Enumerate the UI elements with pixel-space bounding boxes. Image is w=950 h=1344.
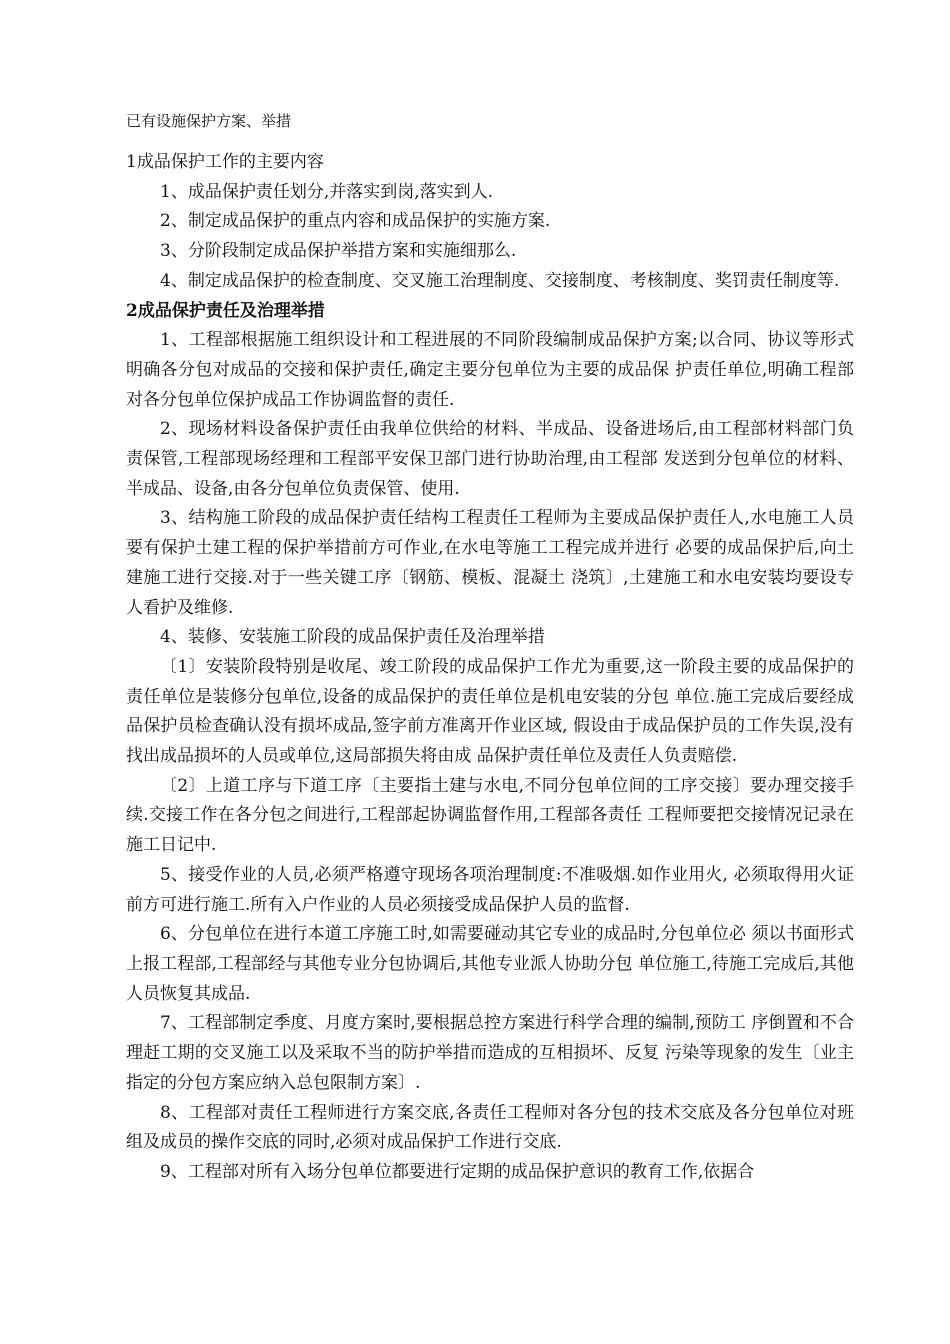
section-2-paragraph-8: 6、分包单位在进行本道工序施工时,如需要碰动其它专业的成品时,分包单位必 须以书面形式上报工程部,工程部经与其他专业分包协调后,其他专业派人协助分包 单位施工,待施工完成后,其他人员恢复其成品.: [126, 924, 854, 1004]
section-1-paragraph-3: 3、分阶段制定成品保护举措方案和实施细那么.: [160, 241, 517, 262]
section-2-paragraph-1: 1、工程部根据施工组织设计和工程进展的不同阶段编制成品保护方案;以合同、协议等形式明确各分包对成品的交接和保护责任,确定主要分包单位为主要的成品保 护责任单位,明确工程部对各分包单位保护成品工作协调监督的责任.: [126, 330, 854, 410]
section-2-paragraph-2: 2、现场材料设备保护责任由我单位供给的材料、半成品、设备进场后,由工程部材料部门负责保管,工程部现场经理和工程部平安保卫部门进行协助治理,由工程部 发送到分包单位的材料、半成品、设备,由各分包单位负责保管、使用.: [126, 419, 854, 499]
section-1-heading: 1成品保护工作的主要内容: [126, 152, 324, 172]
section-2-paragraph-6: 〔2〕上道工序与下道工序〔主要指土建与水电,不同分包单位间的工序交接〕要办理交接手续.交接工作在各分包之间进行,工程部起协调监督作用,工程部各责任 工程师要把交接情况记录在施工日记中.: [126, 775, 854, 856]
section-2-paragraph-3: 3、结构施工阶段的成品保护责任结构工程责任工程师为主要成品保护责任人,水电施工人员要有保护土建工程的保护举措前方可作业,在水电等施工工程完成并进行 必要的成品保护后,向土建施工进行交接.对于一些关键工序〔钢筋、模板、混凝土 浇筑〕,土建施工和水电安装均要设专人看护及维修.: [126, 508, 854, 618]
section-2-paragraph-7: 5、接受作业的人员,必须严格遵守现场各项治理制度:不准吸烟.如作业用火, 必须取得用火证前方可进行施工.所有入户作业的人员必须接受成品保护人员的监督.: [126, 864, 854, 915]
section-1-paragraph-4: 4、制定成品保护的检查制度、交叉施工治理制度、交接制度、考核制度、奖罚责任制度等.: [160, 270, 840, 291]
section-1-paragraph-1: 1、成品保护责任划分,并落实到岗,落实到人.: [160, 181, 494, 202]
section-2-paragraph-10: 8、工程部对责任工程师进行方案交底,各责任工程师对各分包的技术交底及各分包单位对班组及成员的操作交底的同时,必须对成品保护工作进行交底.: [126, 1102, 854, 1153]
section-2-paragraph-5: 〔1〕安装阶段特别是收尾、竣工阶段的成品保护工作尤为重要,这一阶段主要的成品保护的责任单位是装修分包单位,设备的成品保护的责任单位是机电安装的分包 单位.施工完成后要经成品保护员检查确认没有损坏成品,签字前方准离开作业区域, 假设由于成品保护员的工作失误,没有找出成品损坏的人员或单位,这局部损失将由成 品保护责任单位及责任人负责赔偿.: [126, 656, 854, 767]
section-2-paragraph-4: 4、装修、安装施工阶段的成品保护责任及治理举措: [160, 627, 545, 648]
document-body: [126, 148, 854, 1188]
section-2-paragraph-9: 7、工程部制定季度、月度方案时,要根据总控方案进行科学合理的编制,预防工 序倒置和不合理赶工期的交叉施工以及采取不当的防护举措而造成的互相损坏、反复 污染等现象的发生〔业主指定的分包方案应纳入总包限制方案〕.: [126, 1013, 854, 1093]
section-2-paragraph-11: 9、工程部对所有入场分包单位都要进行定期的成品保护意识的教育工作,依据合: [160, 1161, 755, 1182]
section-2-heading: 2成品保护责任及治理举措: [126, 300, 325, 321]
document-title: 已有设施保护方案、举措: [126, 112, 292, 130]
section-1-paragraph-2: 2、制定成品保护的重点内容和成品保护的实施方案.: [160, 211, 551, 232]
